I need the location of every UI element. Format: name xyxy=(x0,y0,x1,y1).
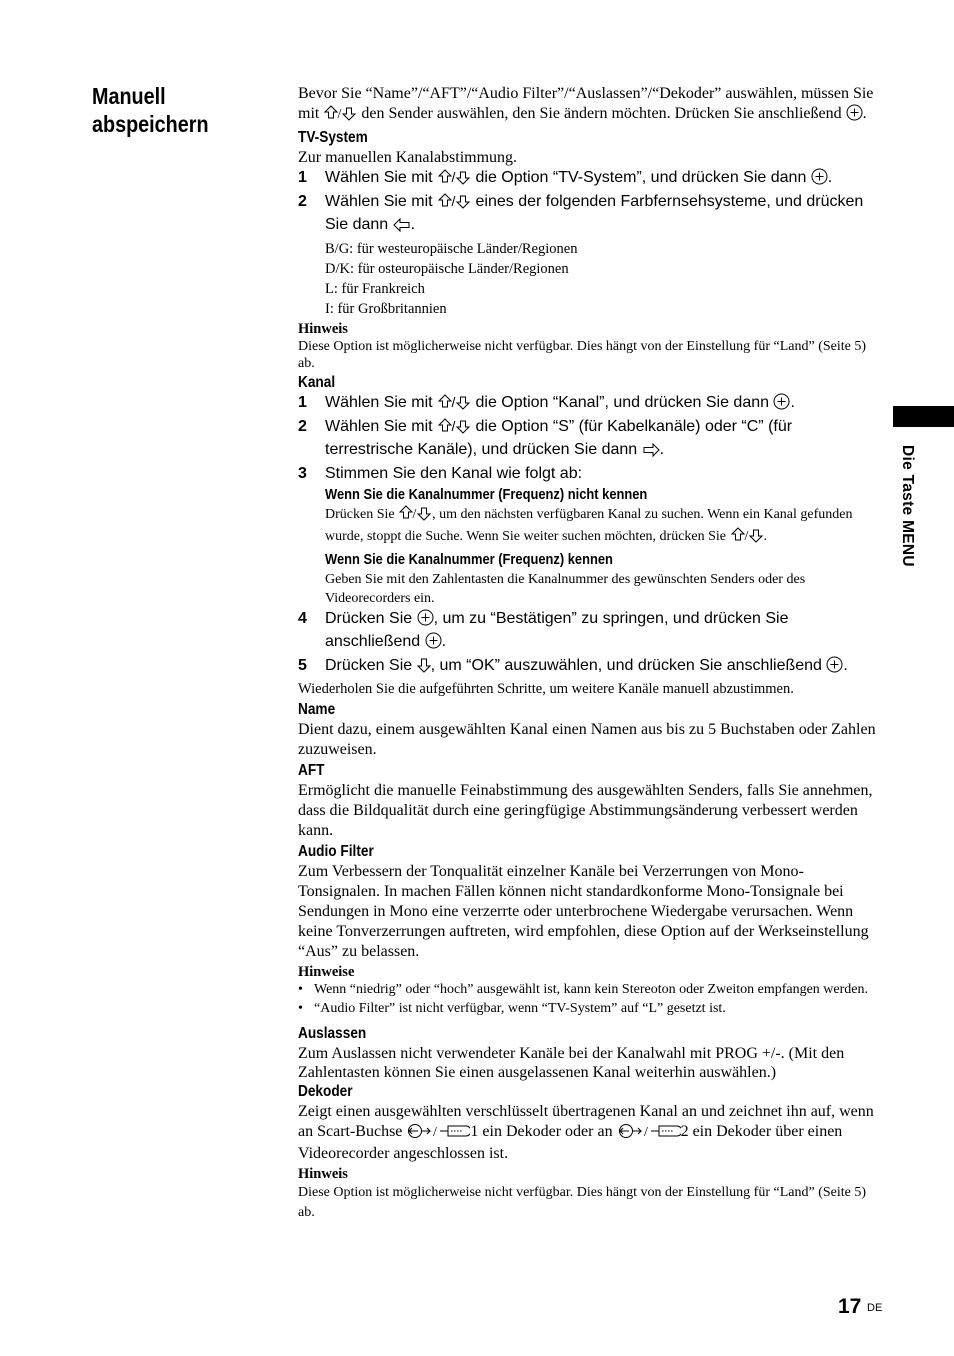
kanal-step-1 xyxy=(298,393,876,416)
step-text: Drücken Sie xyxy=(325,610,413,627)
kanal-step-4 xyxy=(298,609,876,655)
bullet-mark: • xyxy=(298,1001,303,1016)
intro-paragraph xyxy=(298,84,876,127)
tv-system-step-2 xyxy=(298,192,876,238)
tv-system-desc: Zur manuellen Kanalabstimmung. xyxy=(298,149,518,166)
audio-filter-text: Zum Verbessern der Tonqualität einzelner Kanäle bei Verzerrungen von Mono-Tonsignalen. In machen Fällen können nicht standardkonforme Mono-Tonsignale bei Sendungen in Mono eine verzerrte oder unterbrochene Wiedergabe verursachen. Wenn keine Tonverzerrungen auftreten, wird empfohlen, diese Option auf der Werkseinstellung “Aus” zu belassen. xyxy=(298,863,869,960)
dekoder-heading: Dekoder xyxy=(298,1083,353,1100)
tv-system-options xyxy=(325,239,876,319)
step-number: 1 xyxy=(298,394,307,411)
step-text: , um “OK” auszuwählen, und drücken Sie anschließend xyxy=(430,657,822,674)
auslassen-text: Zum Auslassen nicht verwendeter Kanäle bei der Kanalwahl mit PROG +/-. (Mit den Zahlentasten können Sie einen ausgelassenen Kanal weiterhin auswählen.) xyxy=(298,1045,845,1081)
svg-text:/: / xyxy=(744,529,748,543)
text-part: , um den nächsten verfügbaren Kanal zu suchen. Wenn ein Kanal gefunden wurde, stoppt die Suche. Wenn Sie weiter suchen möchten, drücken Sie xyxy=(325,507,853,544)
intro-text-c: . xyxy=(862,105,867,122)
step-number: 3 xyxy=(298,465,307,482)
step-text: . xyxy=(843,657,848,674)
audio-filter-heading: Audio Filter xyxy=(298,843,374,860)
option-item: L: für Frankreich xyxy=(325,281,425,297)
unknown-frequency-heading: Wenn Sie die Kanalnummer (Frequenz) nicht kennen xyxy=(325,486,648,503)
svg-text:/: / xyxy=(412,507,417,521)
step-text: Wählen Sie mit xyxy=(325,169,433,186)
side-tab xyxy=(893,445,921,595)
text-part: Drücken Sie xyxy=(325,507,395,522)
text-part: . xyxy=(763,529,768,544)
step-text: . xyxy=(827,169,833,186)
text-part: Zeigt einen ausgewählten verschlüsselt übertragenen Kanal an und zeichnet ihn auf, wenn an Scart-Buchse xyxy=(298,1103,874,1140)
step-text: Drücken Sie xyxy=(325,657,413,674)
known-frequency-heading: Wenn Sie die Kanalnummer (Frequenz) kennen xyxy=(325,551,613,568)
scart-connector-icon xyxy=(617,1123,681,1145)
step-text: . xyxy=(441,633,447,650)
auslassen-heading: Auslassen xyxy=(298,1025,367,1042)
section-title xyxy=(92,82,255,138)
kanal-step-3-details xyxy=(325,485,876,608)
svg-text:/: / xyxy=(451,394,456,410)
svg-text:/: / xyxy=(643,1124,648,1139)
name-text: Dient dazu, einem ausgewählten Kanal einen Namen aus bis zu 5 Buchstaben oder Zahlen zuzuweisen. xyxy=(298,721,876,758)
bullet-mark: • xyxy=(298,982,303,997)
step-text: Wählen Sie mit xyxy=(325,193,433,210)
dekoder-note: Diese Option ist möglicherweise nicht verfügbar. Dies hängt von der Einstellung für “Land” (Seite 5) ab. xyxy=(298,1184,867,1220)
right-arrow-icon xyxy=(642,443,660,463)
section-title-line-2: abspeichern xyxy=(92,111,209,137)
tv-system-step-1 xyxy=(298,168,876,191)
option-item: I: für Großbritannien xyxy=(325,301,447,317)
enter-button-icon xyxy=(846,104,863,127)
step-text: Wählen Sie mit xyxy=(325,394,433,411)
svg-text:/: / xyxy=(451,418,456,434)
up-down-arrow-icon xyxy=(323,105,357,127)
scart-connector-icon xyxy=(406,1123,470,1145)
left-arrow-icon xyxy=(393,218,411,238)
up-down-arrow-icon xyxy=(398,505,432,527)
intro-text-b: den Sender auswählen, den Sie ändern möchten. Drücken Sie anschließend xyxy=(361,105,842,122)
step-text: , um zu “Bestätigen” zu springen, und drücken Sie anschließend xyxy=(325,610,789,650)
step-text: Stimmen Sie den Kanal wie folgt ab: xyxy=(325,465,583,482)
enter-button-icon xyxy=(417,609,434,632)
side-tab-marker xyxy=(893,406,954,427)
kanal-repeat-note: Wiederholen Sie die aufgeführten Schritte, um weitere Kanäle manuell abzustimmen. xyxy=(298,681,794,697)
audio-filter-note-2 xyxy=(298,1000,876,1018)
page-language: DE xyxy=(867,1302,883,1314)
dekoder-note-heading: Hinweis xyxy=(298,1165,348,1182)
step-text: eines der folgenden Farbfernsehsysteme, und drücken Sie dann xyxy=(325,193,864,233)
up-down-arrow-icon xyxy=(730,527,764,549)
step-number: 4 xyxy=(298,610,307,627)
up-down-arrow-icon xyxy=(437,418,471,440)
enter-button-icon xyxy=(826,656,843,679)
step-number: 2 xyxy=(298,193,307,210)
name-heading: Name xyxy=(298,701,336,718)
tv-system-heading: TV-System xyxy=(298,129,368,146)
up-down-arrow-icon xyxy=(437,394,471,416)
unknown-frequency-text xyxy=(325,505,876,549)
tv-system-note: Diese Option ist möglicherweise nicht verfügbar. Dies hängt von der Einstellung für “Land” (Seite 5) ab. xyxy=(298,339,867,371)
known-frequency-text: Geben Sie mit den Zahlentasten die Kanalnummer des gewünschten Senders oder des Videorecorders ein. xyxy=(325,572,806,606)
section-title-line-1: Manuell xyxy=(92,83,166,109)
intro-text-a: Bevor Sie “Name”/“AFT”/“Audio Filter”/“Auslassen”/“Dekoder” auswählen, müssen Sie mit xyxy=(298,85,874,122)
step-text: die Option “Kanal”, und drücken Sie dann xyxy=(475,394,770,411)
up-down-arrow-icon xyxy=(437,169,471,191)
up-down-arrow-icon xyxy=(437,193,471,215)
aft-heading: AFT xyxy=(298,762,325,779)
audio-filter-note-1 xyxy=(298,981,876,999)
step-text: Wählen Sie mit xyxy=(325,418,433,435)
svg-text:/: / xyxy=(451,169,456,185)
svg-text:/: / xyxy=(337,107,342,121)
main-content xyxy=(298,84,876,1223)
enter-button-icon xyxy=(425,632,442,655)
svg-text:/: / xyxy=(451,193,456,209)
svg-text:/: / xyxy=(433,1124,438,1139)
step-number: 2 xyxy=(298,418,307,435)
step-text: die Option “S” (für Kabelkanäle) oder “C” (für terrestrische Kanäle), und drücken Sie dann xyxy=(325,418,793,458)
step-text: . xyxy=(790,394,795,411)
enter-button-icon xyxy=(773,393,790,416)
kanal-step-2 xyxy=(298,417,876,463)
step-number: 5 xyxy=(298,657,307,674)
option-item: B/G: für westeuropäische Länder/Regionen xyxy=(325,241,578,257)
text-part: 2 ein Dekoder über einen Videorecorder angeschlossen ist. xyxy=(298,1122,843,1162)
text-part: 1 ein Dekoder oder an xyxy=(470,1122,613,1140)
step-number: 1 xyxy=(298,169,307,186)
step-text: . xyxy=(659,441,665,458)
kanal-heading: Kanal xyxy=(298,374,336,391)
step-text: die Option “TV-System”, und drücken Sie dann xyxy=(475,169,807,186)
dekoder-text xyxy=(298,1102,876,1164)
down-arrow-icon xyxy=(417,657,431,679)
tv-system-note-heading: Hinweis xyxy=(298,321,348,337)
aft-text: Ermöglicht die manuelle Feinabstimmung des ausgewählten Senders, falls Sie annehmen, dass die Bildqualität durch eine geringfügige Abstimmungsänderung verbessert werden kann. xyxy=(298,782,873,839)
note-text: “Audio Filter” ist nicht verfügbar, wenn “TV-System” auf “L” gesetzt ist. xyxy=(314,1001,726,1016)
note-text: Wenn “niedrig” oder “hoch” ausgewählt ist, kann kein Stereoton oder Zweiton empfangen werden. xyxy=(314,982,869,997)
option-item: D/K: für osteuropäische Länder/Regionen xyxy=(325,261,569,277)
audio-filter-notes-heading: Hinweise xyxy=(298,964,355,980)
kanal-step-3 xyxy=(298,464,876,484)
step-text: . xyxy=(410,216,416,233)
side-tab-label: Die Taste MENU xyxy=(899,445,916,567)
kanal-step-5 xyxy=(298,656,876,679)
page-number: 17 xyxy=(838,1295,862,1318)
enter-button-icon xyxy=(811,168,828,191)
